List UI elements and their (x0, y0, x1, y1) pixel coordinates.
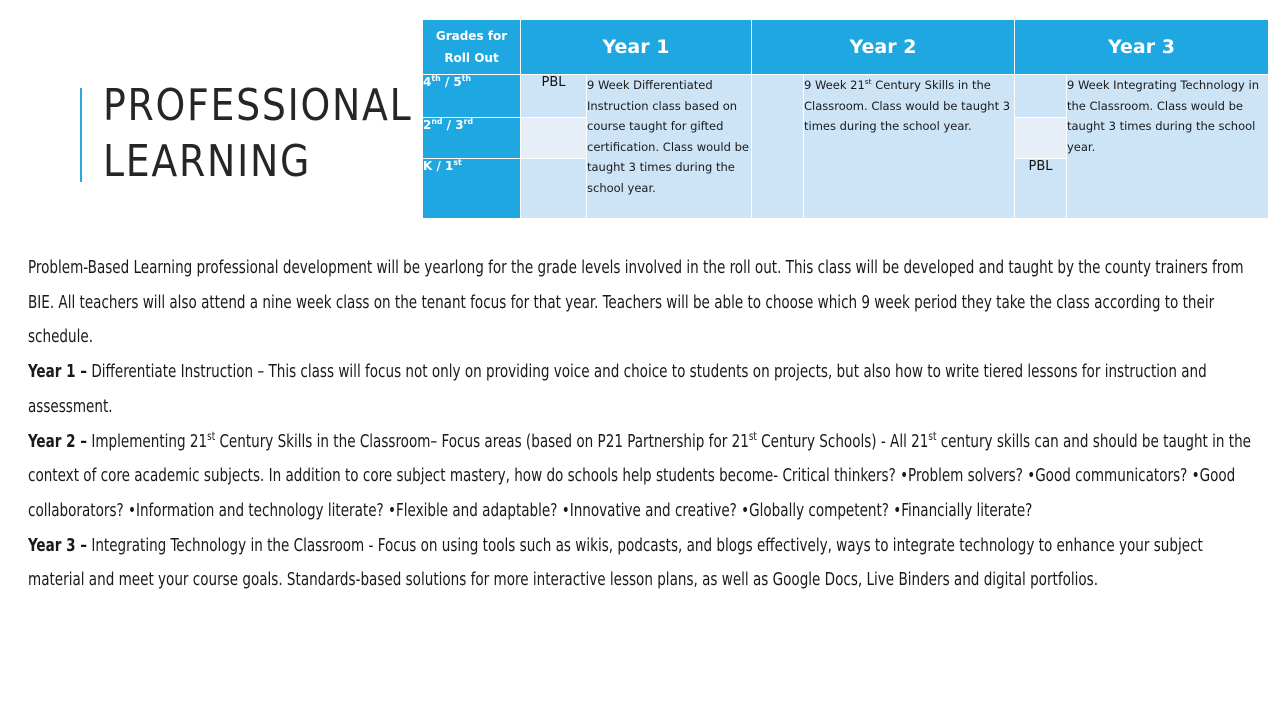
year-3-label: Year 3 – (28, 535, 88, 556)
grade-cell-2-3: 2nd / 3rd (423, 118, 521, 159)
grade-cell-k-1: K / 1st (423, 159, 521, 219)
year-1-label: Year 1 – (28, 362, 88, 383)
year-1-pbl-empty-2 (521, 118, 587, 159)
slide-title (103, 78, 412, 190)
header-year-3: Year 3 (1015, 20, 1269, 75)
year-2-label: Year 2 – (28, 431, 88, 452)
pbl-year-1: PBL (521, 75, 587, 118)
intro-paragraph: Problem-Based Learning professional development will be yearlong for the grade levels involved in the roll out. This class will be developed and taught by the county trainers from BIE. All teachers will also attend a nine week class on the tenant focus for that year. Teachers will be able to choose which 9 week period they take the class according to their schedule. (28, 258, 1244, 348)
body-text (28, 251, 1256, 598)
year-2-description: 9 Week 21st Century Skills in the Classroom. Class would be taught 3 times during the school year. (804, 75, 1015, 219)
year-1-paragraph: Year 1 – Differentiate Instruction – This class will focus not only on providing voice and choice to students on projects, but also how to write tiered lessons for instruction and assessment. (28, 362, 1207, 417)
grade-cell-4-5: 4th / 5th (423, 75, 521, 118)
year-1-description: 9 Week Differentiated Instruction class based on course taught for gifted certification. Class would be taught 3 times during the school year. (587, 75, 752, 219)
year-3-pbl-empty-1 (1015, 75, 1067, 118)
year-3-pbl-empty-2 (1015, 118, 1067, 159)
title-line-2: LEARNING (103, 136, 312, 187)
year-2-paragraph: Year 2 – Implementing 21st Century Skills in the Classroom– Focus areas (based on P21 Partnership for 21st Century Schools) - All 21st century skills can and should be taught in the context of core academic subjects. In addition to core subject mastery, how do schools help students become- Critical thinkers? •Problem solvers? •Good communicators? •Good collaborators? •Information and technology literate? •Flexible and adaptable? •Innovative and creative? •Globally competent? •Financially literate? (28, 428, 1252, 521)
year-1-pbl-empty-3 (521, 159, 587, 219)
pbl-year-3: PBL (1015, 159, 1067, 219)
year-3-paragraph: Year 3 – Integrating Technology in the Classroom - Focus on using tools such as wikis, podcasts, and blogs effectively, ways to integrate technology to enhance your subject material and meet your course goals. Standards-based solutions for more interactive lesson plans, as well as Google Docs, Live Binders and digital portfolios. (28, 535, 1203, 591)
table-row (423, 75, 1269, 118)
table-header-row (423, 20, 1269, 75)
rollout-table (422, 19, 1269, 219)
title-line-1: PROFESSIONAL (103, 80, 413, 131)
title-accent-bar (80, 88, 82, 182)
year-2-pbl-column (752, 75, 804, 219)
header-year-2: Year 2 (752, 20, 1015, 75)
header-grades: Grades for Roll Out (423, 20, 521, 75)
year-3-description: 9 Week Integrating Technology in the Classroom. Class would be taught 3 times during the school year. (1067, 75, 1269, 219)
header-year-1: Year 1 (521, 20, 752, 75)
